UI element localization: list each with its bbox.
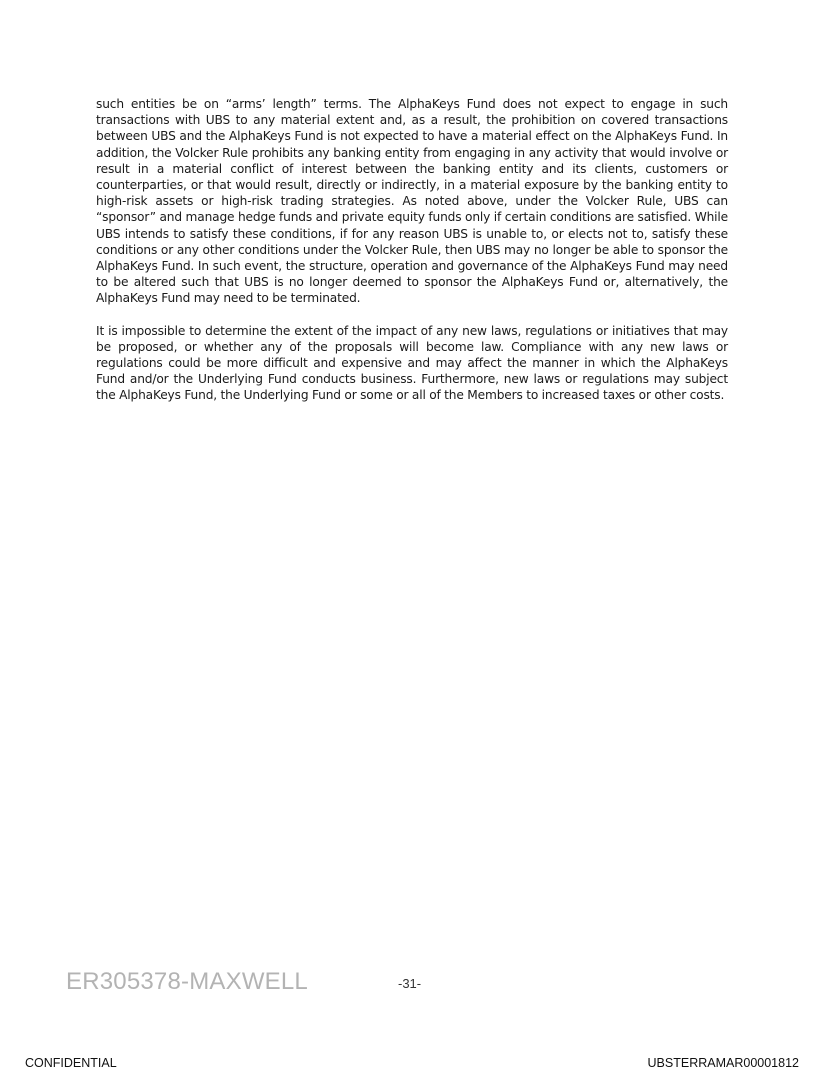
control-number: UBSTERRAMAR00001812	[647, 1056, 799, 1070]
page-number: -31-	[398, 976, 422, 991]
paragraph-new-laws: It is impossible to determine the extent of the impact of any new laws, regulations or initiatives that may be proposed, or whether any of the proposals will become law. Compliance with any new laws or regulations could be more difficult and expensive and may affect the manner in which the AlphaKeys Fund and/or the Underlying Fund conducts business. Furthermore, new laws or regulations may subject the AlphaKeys Fund, the Underlying Fund or some or all of the Members to increased taxes or other costs.	[96, 323, 728, 403]
paragraph-volcker-rule: such entities be on “arms’ length” terms. The AlphaKeys Fund does not expect to engage in such transactions with UBS to any material extent and, as a result, the prohibition on covered transactions between UBS and the AlphaKeys Fund is not expected to have a material effect on the AlphaKeys Fund. In addition, the Volcker Rule prohibits any banking entity from engaging in any activity that would involve or result in a material conflict of interest between the banking entity and its clients, customers or counterparties, or that would result, directly or indirectly, in a material exposure by the banking entity to high-risk assets or high-risk trading strategies. As noted above, under the Volcker Rule, UBS can “sponsor” and manage hedge funds and private equity funds only if certain conditions are satisfied. While UBS intends to satisfy these conditions, if for any reason UBS is unable to, or elects not to, satisfy these conditions or any other conditions under the Volcker Rule, then UBS may no longer be able to sponsor the AlphaKeys Fund. In such event, the structure, operation and governance of the AlphaKeys Fund may need to be altered such that UBS is no longer deemed to sponsor the AlphaKeys Fund or, alternatively, the AlphaKeys Fund may need to be terminated.	[96, 97, 728, 306]
body-text	[96, 96, 728, 420]
confidential-label: CONFIDENTIAL	[25, 1056, 117, 1070]
bates-stamp: ER305378-MAXWELL	[66, 968, 308, 995]
